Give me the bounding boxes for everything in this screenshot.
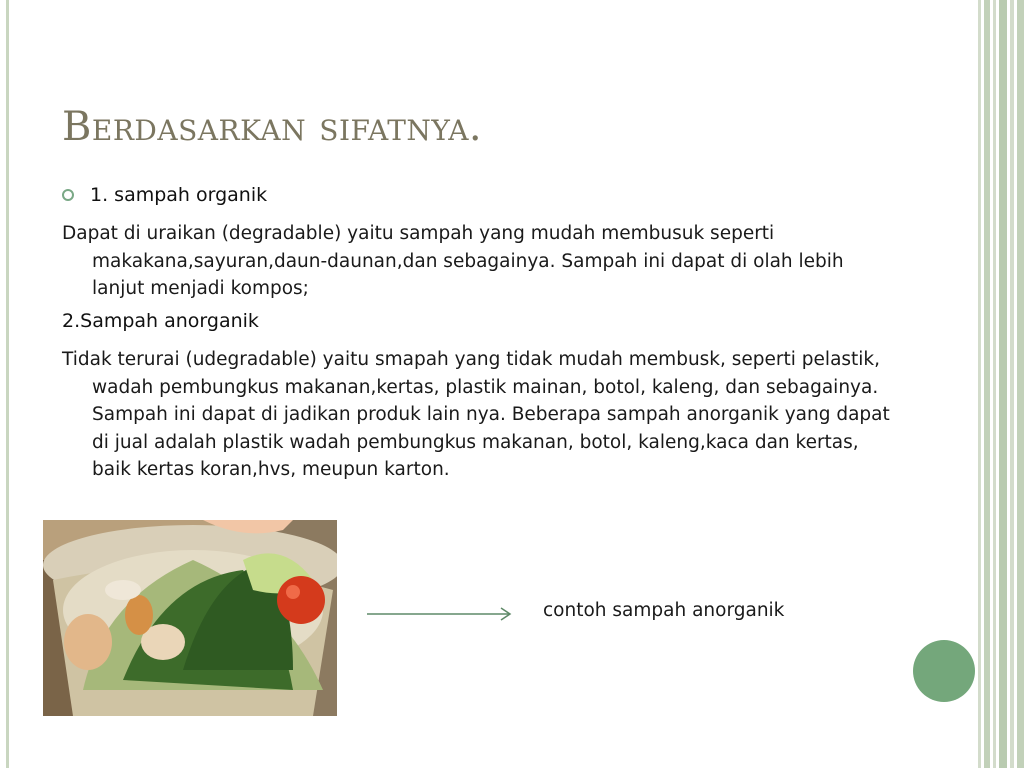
section-heading-anorganic: 2.Sampah anorganik	[62, 310, 259, 332]
organic-description: Dapat di uraikan (degradable) yaitu sampah yang mudah membusuk seperti makakana,sayuran,daun-daunan,dan sebagainya. Sampah ini dapat di olah lebih lanjut menjadi kompos;	[62, 223, 844, 299]
bullet-item-organic	[62, 184, 267, 206]
right-arrow-icon	[367, 606, 515, 622]
left-border-rule	[6, 0, 9, 768]
bullet-circle-icon	[62, 189, 74, 201]
slide-title: Berdasarkan sifatnya.	[62, 104, 483, 150]
anorganic-description: Tidak terurai (udegradable) yaitu smapah yang tidak mudah membusk, seperti pelastik, wadah pembungkus makanan,kertas, plastik mainan, botol, kaleng, dan sebagainya. Sampah ini dapat di jadikan produk lain nya. Beberapa sampah anorganik yang dapat di jual adalah plastik wadah pembungkus makanan, botol, kaleng,kaca dan kertas, baik kertas koran,hvs, meupun karton.	[62, 349, 890, 480]
decorative-circle	[913, 640, 975, 702]
bullet-label: 1. sampah organik	[90, 184, 268, 206]
image-caption: contoh sampah anorganik	[543, 600, 785, 621]
right-border-stripes	[976, 0, 1024, 768]
organic-waste-bin-photo	[43, 520, 337, 716]
